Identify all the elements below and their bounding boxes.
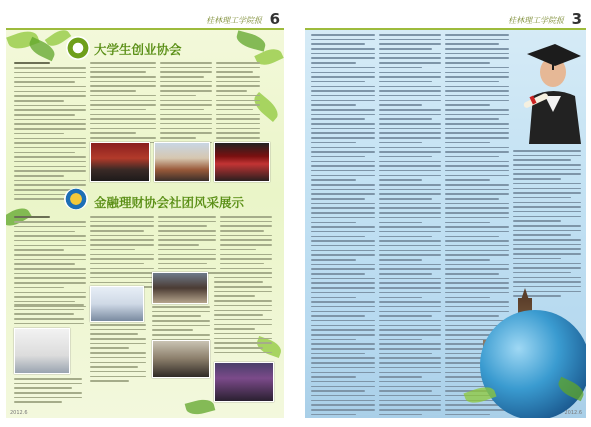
article-column [90,324,146,385]
article-column [14,378,82,406]
graduate-figure [515,34,585,144]
right-page [305,10,586,418]
globe-graphic [480,310,586,418]
event-photo [214,142,270,182]
event-photo [214,362,274,402]
event-photo [14,328,70,374]
event-photo [90,286,144,322]
right-page-header [305,10,586,30]
article-column [160,62,212,146]
header-brand: 桂林理工学院报 [206,16,262,25]
left-page [6,10,284,418]
header-rule [305,28,586,30]
header-rule [6,28,284,30]
article-column [379,34,441,418]
article-column [311,34,375,418]
association-logo [66,36,90,60]
page-footer: 2012.6 [564,410,582,416]
page-footer: 2012.6 [10,410,28,416]
finance-logo [64,188,88,210]
page-number: 3 [571,10,582,28]
article-column [14,304,84,327]
leaf-decoration [185,397,216,418]
article-column [90,62,156,146]
article-column [214,272,272,356]
leaf-decoration [235,30,268,51]
article-column [152,306,210,344]
header-brand: 桂林理工学院报 [508,16,564,25]
article-column [14,216,86,310]
left-page-header [6,10,284,30]
article-column [216,62,260,146]
section-title-finance-club: 金融理财协会社团风采展示 [94,195,245,210]
event-photo [90,142,150,182]
article-column [14,62,86,203]
article-column [90,216,154,291]
article-column [158,216,216,277]
event-photo [154,142,210,182]
page-number: 6 [269,10,280,28]
event-photo [152,272,208,304]
event-photo [152,340,210,378]
article-column [513,150,581,300]
section-title-entrepreneurship: 大学生创业协会 [94,42,182,57]
